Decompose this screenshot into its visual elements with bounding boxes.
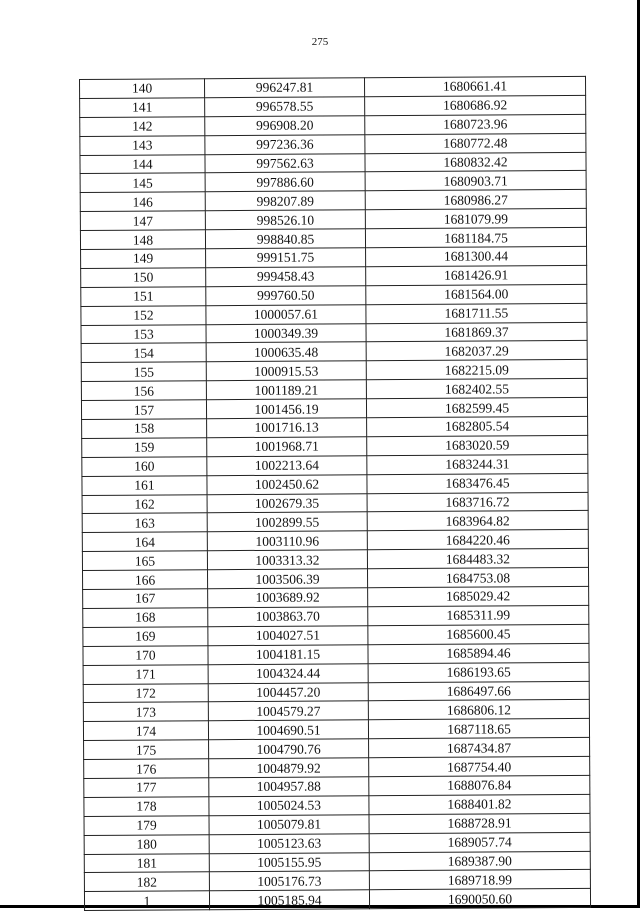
point-number-cell: 149 bbox=[81, 249, 206, 269]
x-coordinate-cell: 1004790.76 bbox=[209, 739, 369, 759]
y-coordinate-cell: 1686497.66 bbox=[368, 681, 589, 701]
x-coordinate-cell: 1003506.39 bbox=[208, 569, 368, 589]
y-coordinate-cell: 1683964.82 bbox=[367, 511, 588, 531]
y-coordinate-cell: 1683476.45 bbox=[367, 473, 588, 493]
y-coordinate-cell: 1685029.42 bbox=[368, 586, 589, 606]
x-coordinate-cell: 996908.20 bbox=[205, 116, 365, 136]
x-coordinate-cell: 1005176.73 bbox=[209, 871, 369, 891]
y-coordinate-cell: 1682215.09 bbox=[366, 360, 587, 380]
y-coordinate-cell: 1681564.00 bbox=[366, 284, 587, 304]
x-coordinate-cell: 1005185.94 bbox=[209, 890, 369, 910]
x-coordinate-cell: 1004879.92 bbox=[209, 758, 369, 778]
x-coordinate-cell: 1003110.96 bbox=[207, 531, 367, 551]
x-coordinate-cell: 1005155.95 bbox=[209, 852, 369, 872]
y-coordinate-cell: 1683244.31 bbox=[367, 454, 588, 474]
y-coordinate-cell: 1689057.74 bbox=[369, 832, 590, 852]
point-number-cell: 161 bbox=[82, 475, 207, 495]
point-number-cell: 172 bbox=[83, 683, 208, 703]
y-coordinate-cell: 1685311.99 bbox=[368, 605, 589, 625]
y-coordinate-cell: 1684753.08 bbox=[367, 568, 588, 588]
y-coordinate-cell: 1689387.90 bbox=[369, 851, 590, 871]
y-coordinate-cell: 1680903.71 bbox=[365, 171, 586, 191]
point-number-cell: 1 bbox=[84, 891, 209, 911]
point-number-cell: 141 bbox=[80, 98, 205, 118]
point-number-cell: 159 bbox=[82, 438, 207, 458]
y-coordinate-cell: 1680986.27 bbox=[365, 190, 586, 210]
point-number-cell: 162 bbox=[82, 494, 207, 514]
x-coordinate-cell: 999760.50 bbox=[206, 286, 366, 306]
point-number-cell: 148 bbox=[80, 230, 205, 250]
y-coordinate-cell: 1686806.12 bbox=[368, 700, 589, 720]
point-number-cell: 166 bbox=[83, 570, 208, 590]
point-number-cell: 150 bbox=[81, 268, 206, 288]
y-coordinate-cell: 1681711.55 bbox=[366, 303, 587, 323]
y-coordinate-cell: 1688401.82 bbox=[369, 794, 590, 814]
point-number-cell: 145 bbox=[80, 173, 205, 193]
x-coordinate-cell: 1004181.15 bbox=[208, 644, 368, 664]
point-number-cell: 179 bbox=[84, 815, 209, 835]
y-coordinate-cell: 1685600.45 bbox=[368, 624, 589, 644]
x-coordinate-cell: 1004457.20 bbox=[208, 682, 368, 702]
y-coordinate-cell: 1687118.65 bbox=[368, 719, 589, 739]
y-coordinate-cell: 1688076.84 bbox=[369, 775, 590, 795]
point-number-cell: 164 bbox=[82, 532, 207, 552]
point-number-cell: 175 bbox=[84, 740, 209, 760]
x-coordinate-cell: 997886.60 bbox=[205, 172, 365, 192]
point-number-cell: 176 bbox=[84, 759, 209, 779]
point-number-cell: 160 bbox=[82, 457, 207, 477]
y-coordinate-cell: 1681300.44 bbox=[366, 246, 587, 266]
x-coordinate-cell: 1004324.44 bbox=[208, 663, 368, 683]
y-coordinate-cell: 1680686.92 bbox=[365, 95, 586, 115]
y-coordinate-cell: 1680661.41 bbox=[364, 76, 585, 96]
point-number-cell: 153 bbox=[81, 324, 206, 344]
y-coordinate-cell: 1680723.96 bbox=[365, 114, 586, 134]
x-coordinate-cell: 1004690.51 bbox=[208, 720, 368, 740]
y-coordinate-cell: 1688728.91 bbox=[369, 813, 590, 833]
point-number-cell: 154 bbox=[81, 343, 206, 363]
point-number-cell: 180 bbox=[84, 834, 209, 854]
x-coordinate-cell: 996247.81 bbox=[205, 78, 365, 98]
x-coordinate-cell: 996578.55 bbox=[205, 97, 365, 117]
x-coordinate-cell: 998526.10 bbox=[205, 210, 365, 230]
y-coordinate-cell: 1686193.65 bbox=[368, 662, 589, 682]
x-coordinate-cell: 998207.89 bbox=[205, 191, 365, 211]
point-number-cell: 170 bbox=[83, 645, 208, 665]
point-number-cell: 152 bbox=[81, 305, 206, 325]
point-number-cell: 142 bbox=[80, 117, 205, 137]
y-coordinate-cell: 1685894.46 bbox=[368, 643, 589, 663]
x-coordinate-cell: 998840.85 bbox=[205, 229, 365, 249]
x-coordinate-cell: 1004027.51 bbox=[208, 626, 368, 646]
point-number-cell: 167 bbox=[83, 589, 208, 609]
point-number-cell: 146 bbox=[80, 192, 205, 212]
x-coordinate-cell: 1003313.32 bbox=[207, 550, 367, 570]
y-coordinate-cell: 1681426.91 bbox=[366, 265, 587, 285]
y-coordinate-cell: 1681079.99 bbox=[365, 209, 586, 229]
y-coordinate-cell: 1689718.99 bbox=[369, 870, 590, 890]
point-number-cell: 169 bbox=[83, 627, 208, 647]
y-coordinate-cell: 1683020.59 bbox=[367, 435, 588, 455]
x-coordinate-cell: 1000349.39 bbox=[206, 323, 366, 343]
x-coordinate-cell: 1003863.70 bbox=[208, 607, 368, 627]
x-coordinate-cell: 997236.36 bbox=[205, 134, 365, 154]
x-coordinate-cell: 1002899.55 bbox=[207, 512, 367, 532]
x-coordinate-cell: 1004957.88 bbox=[209, 777, 369, 797]
point-number-cell: 151 bbox=[81, 287, 206, 307]
point-number-cell: 174 bbox=[83, 721, 208, 741]
y-coordinate-cell: 1682805.54 bbox=[367, 416, 588, 436]
y-coordinate-cell: 1681869.37 bbox=[366, 322, 587, 342]
x-coordinate-cell: 1001968.71 bbox=[207, 437, 367, 457]
point-number-cell: 165 bbox=[82, 551, 207, 571]
point-number-cell: 171 bbox=[83, 664, 208, 684]
x-coordinate-cell: 1002213.64 bbox=[207, 456, 367, 476]
x-coordinate-cell: 1000057.61 bbox=[206, 304, 366, 324]
y-coordinate-cell: 1684483.32 bbox=[367, 549, 588, 569]
y-coordinate-cell: 1680772.48 bbox=[365, 133, 586, 153]
x-coordinate-cell: 999458.43 bbox=[206, 267, 366, 287]
point-number-cell: 157 bbox=[81, 400, 206, 420]
point-number-cell: 144 bbox=[80, 154, 205, 174]
y-coordinate-cell: 1687434.87 bbox=[369, 738, 590, 758]
table-row bbox=[84, 889, 590, 911]
point-number-cell: 143 bbox=[80, 135, 205, 155]
x-coordinate-cell: 1004579.27 bbox=[208, 701, 368, 721]
x-coordinate-cell: 1005079.81 bbox=[209, 814, 369, 834]
x-coordinate-cell: 1001456.19 bbox=[206, 399, 366, 419]
coordinates-table bbox=[79, 76, 591, 911]
x-coordinate-cell: 1000635.48 bbox=[206, 342, 366, 362]
point-number-cell: 147 bbox=[80, 211, 205, 231]
point-number-cell: 173 bbox=[83, 702, 208, 722]
x-coordinate-cell: 1005123.63 bbox=[209, 833, 369, 853]
x-coordinate-cell: 999151.75 bbox=[206, 248, 366, 268]
x-coordinate-cell: 1000915.53 bbox=[206, 361, 366, 381]
point-number-cell: 168 bbox=[83, 608, 208, 628]
x-coordinate-cell: 1002679.35 bbox=[207, 493, 367, 513]
y-coordinate-cell: 1682402.55 bbox=[366, 379, 587, 399]
point-number-cell: 163 bbox=[82, 513, 207, 533]
y-coordinate-cell: 1680832.42 bbox=[365, 152, 586, 172]
y-coordinate-cell: 1690050.60 bbox=[369, 889, 590, 909]
point-number-cell: 181 bbox=[84, 853, 209, 873]
point-number-cell: 178 bbox=[84, 797, 209, 817]
point-number-cell: 158 bbox=[82, 419, 207, 439]
coordinates-table-body bbox=[80, 76, 591, 910]
point-number-cell: 177 bbox=[84, 778, 209, 798]
x-coordinate-cell: 1001189.21 bbox=[206, 380, 366, 400]
x-coordinate-cell: 997562.63 bbox=[205, 153, 365, 173]
y-coordinate-cell: 1683716.72 bbox=[367, 492, 588, 512]
x-coordinate-cell: 1002450.62 bbox=[207, 474, 367, 494]
y-coordinate-cell: 1684220.46 bbox=[367, 530, 588, 550]
point-number-cell: 155 bbox=[81, 362, 206, 382]
x-coordinate-cell: 1003689.92 bbox=[208, 588, 368, 608]
x-coordinate-cell: 1001716.13 bbox=[207, 418, 367, 438]
point-number-cell: 182 bbox=[84, 872, 209, 892]
x-coordinate-cell: 1005024.53 bbox=[209, 796, 369, 816]
point-number-cell: 156 bbox=[81, 381, 206, 401]
y-coordinate-cell: 1682599.45 bbox=[366, 398, 587, 418]
point-number-cell: 140 bbox=[80, 79, 205, 99]
y-coordinate-cell: 1687754.40 bbox=[369, 756, 590, 776]
y-coordinate-cell: 1681184.75 bbox=[365, 228, 586, 248]
page-number: 275 bbox=[311, 36, 329, 48]
y-coordinate-cell: 1682037.29 bbox=[366, 341, 587, 361]
